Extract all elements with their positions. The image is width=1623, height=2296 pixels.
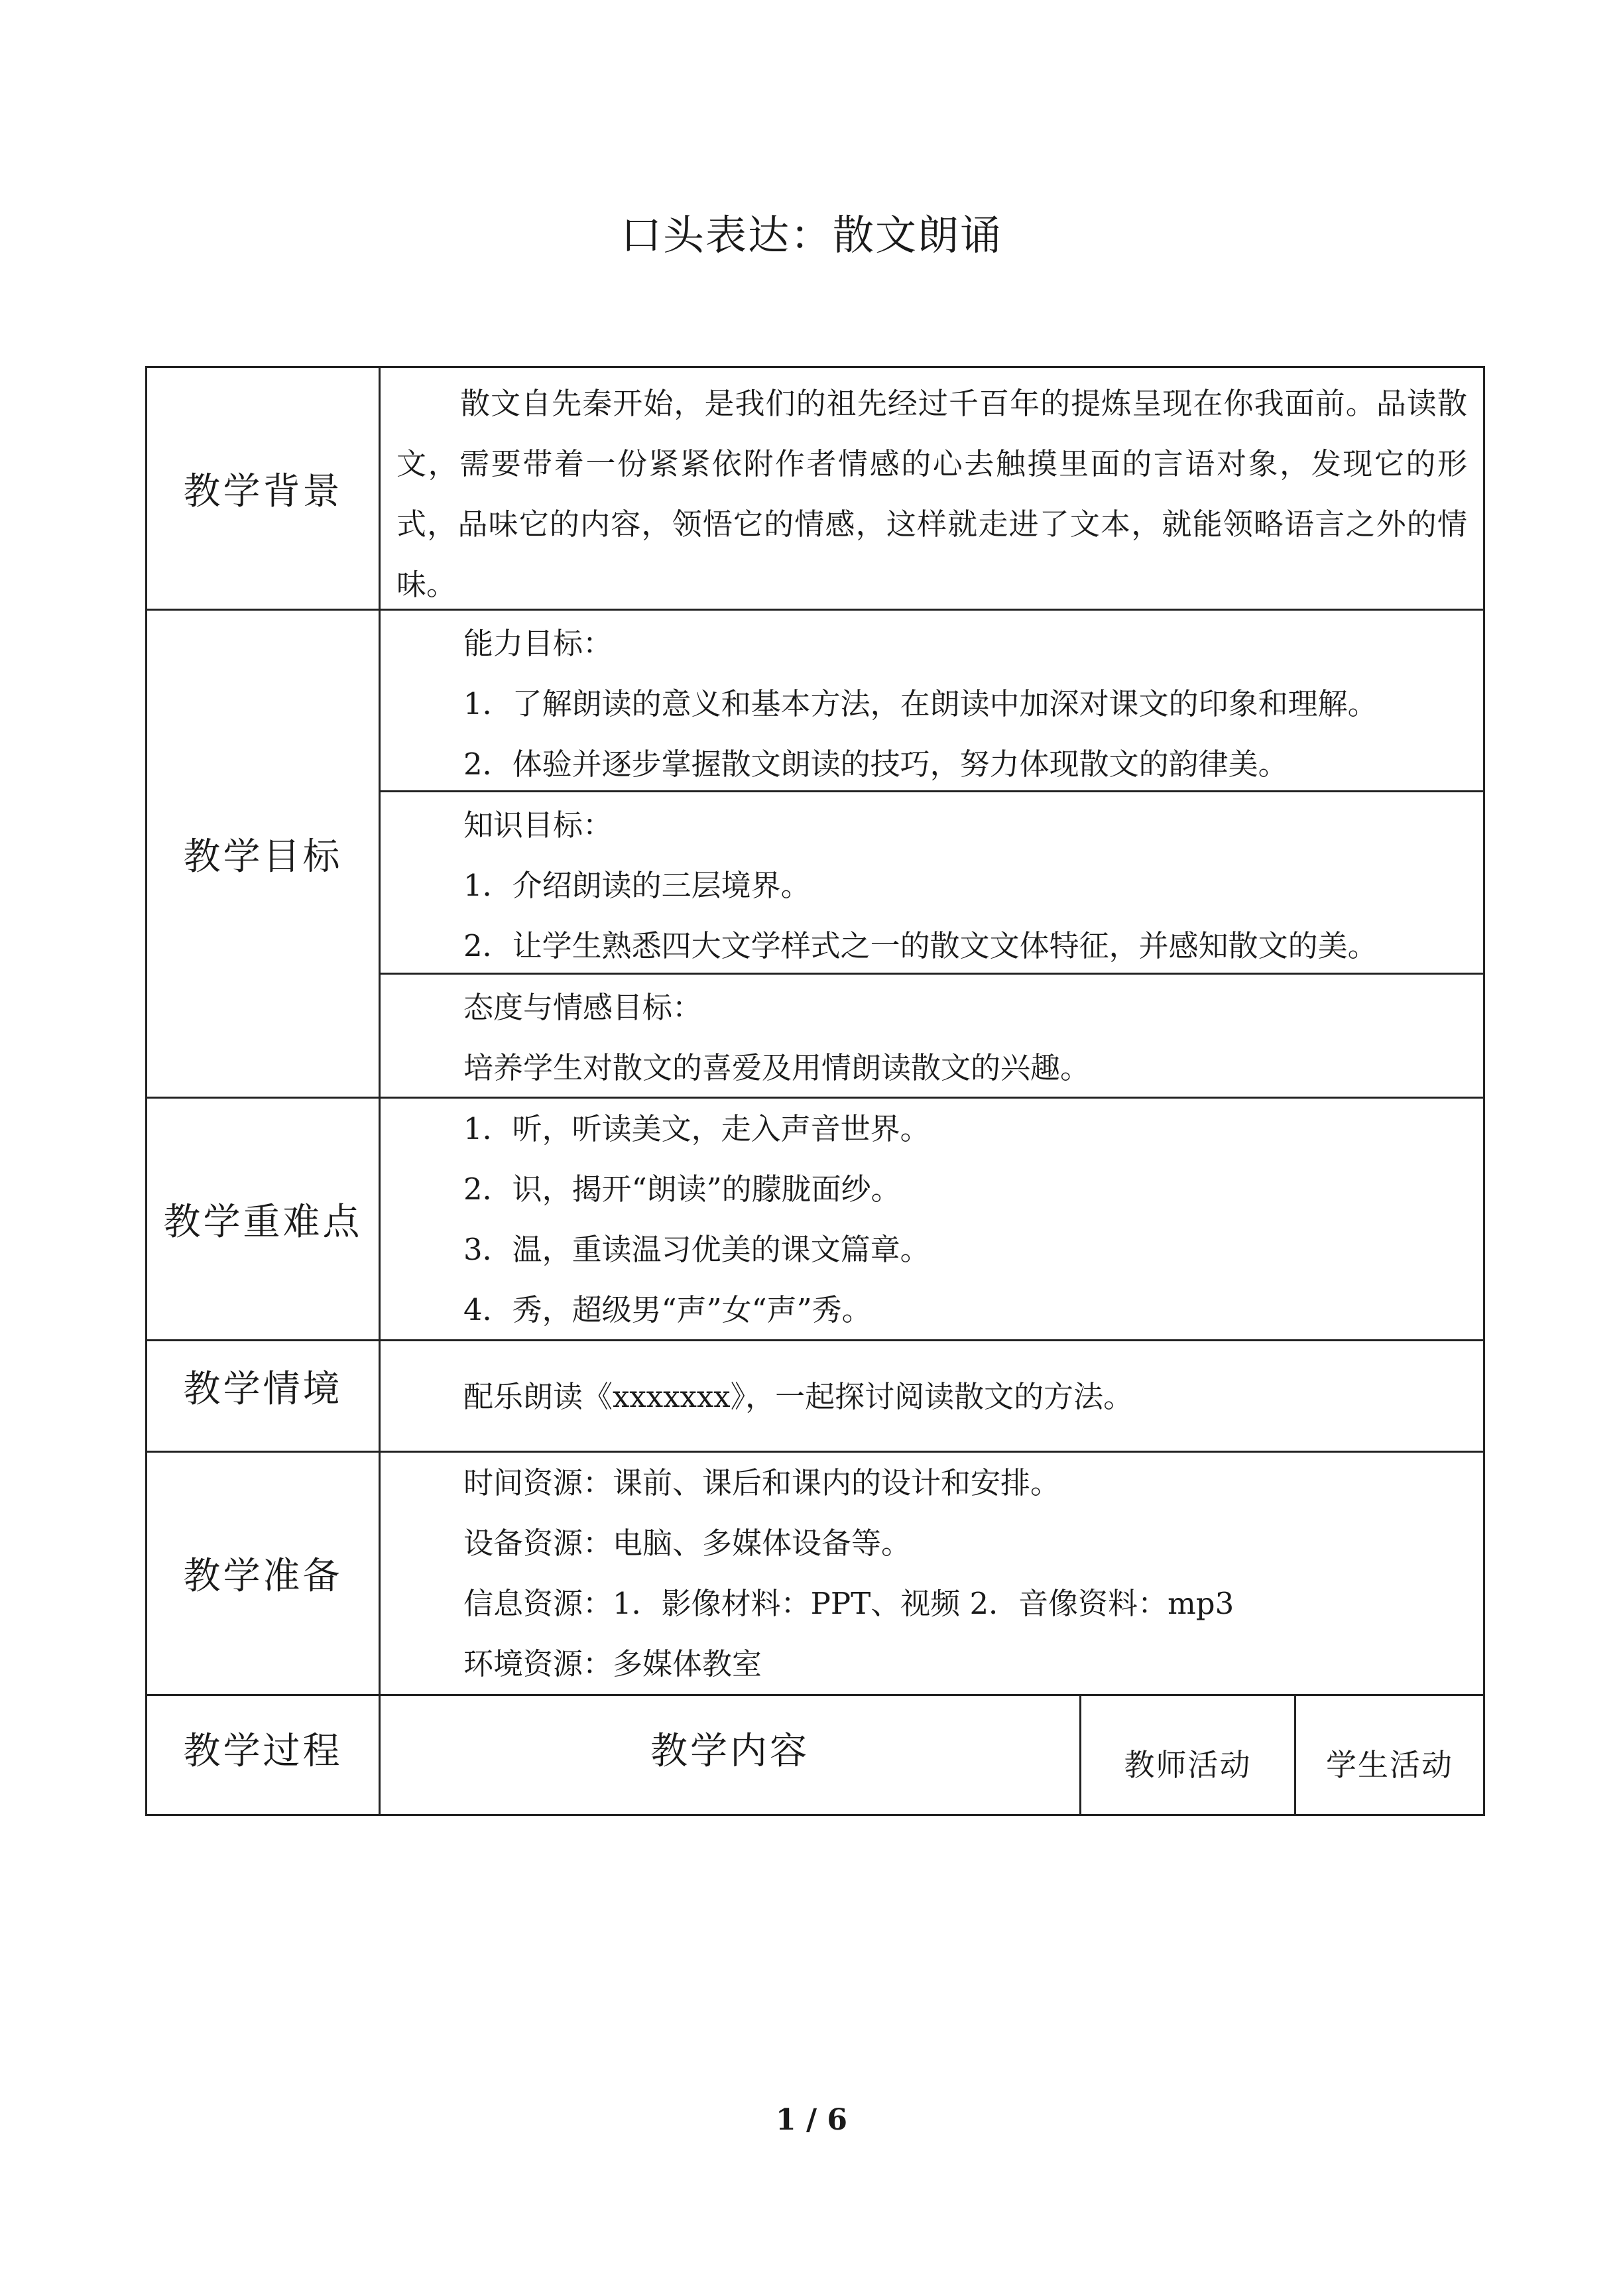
keypoint-item: 2．识，揭开“朗读”的朦胧面纱。 (463, 1172, 901, 1207)
page-title: 口头表达：散文朗诵 (620, 211, 1002, 259)
keypoint-item: 3．温，重读温习优美的课文篇章。 (463, 1232, 930, 1267)
ability-item: 2．体验并逐步掌握散文朗读的技巧，努力体现散文的韵律美。 (463, 747, 1288, 782)
page-number: 1 / 6 (776, 2103, 847, 2137)
preparation-item: 环境资源：多媒体教室 (463, 1646, 762, 1681)
keypoint-item: 1．听，听读美文，走入声音世界。 (463, 1111, 930, 1146)
preparation-item: 时间资源：课前、课后和课内的设计和安排。 (463, 1465, 1061, 1500)
cell-attitude-objectives (379, 973, 1485, 1097)
cell-ability-objectives (379, 609, 1485, 790)
preparation-item: 信息资源：1．影像材料：PPT、视频 2．音像资料：mp3 (463, 1586, 1234, 1621)
ability-heading: 能力目标： (463, 626, 613, 661)
knowledge-item: 1．介绍朗读的三层境界。 (463, 868, 811, 903)
label-situation: 教学情境 (145, 1339, 379, 1451)
situation-text: 配乐朗读《xxxxxxx》，一起探讨阅读散文的方法。 (463, 1379, 1134, 1414)
attitude-item: 培养学生对散文的喜爱及用情朗读散文的兴趣。 (463, 1050, 1091, 1085)
header-teaching-content: 教学内容 (379, 1694, 1079, 1816)
background-text: 散文自先秦开始，是我们的祖先经过千百年的提炼呈现在你我面前。品读散文，需要带着一份紧紧依附作者情感的心去触摸里面的言语对象，发现它的形式，品味它的内容，领悟它的情感，这样就走进了文本，就能领略语言之外的情味。 (396, 386, 1467, 602)
label-keypoints: 教学重难点 (145, 1097, 379, 1339)
cell-preparation (379, 1451, 1485, 1694)
cell-situation (379, 1339, 1485, 1451)
knowledge-item: 2．让学生熟悉四大文学样式之一的散文文体特征，并感知散文的美。 (463, 928, 1378, 963)
ability-item: 1．了解朗读的意义和基本方法，在朗读中加深对课文的印象和理解。 (463, 686, 1378, 721)
label-process: 教学过程 (145, 1694, 379, 1816)
preparation-item: 设备资源：电脑、多媒体设备等。 (463, 1526, 912, 1561)
header-student-activity: 学生活动 (1294, 1694, 1485, 1816)
label-preparation: 教学准备 (145, 1451, 379, 1694)
lesson-plan-table (145, 366, 1485, 1816)
header-teacher-activity: 教师活动 (1079, 1694, 1294, 1816)
keypoint-item: 4．秀，超级男“声”女“声”秀。 (463, 1292, 872, 1327)
knowledge-heading: 知识目标： (463, 808, 613, 843)
attitude-heading: 态度与情感目标： (463, 990, 703, 1025)
cell-keypoints (379, 1097, 1485, 1339)
cell-knowledge-objectives (379, 790, 1485, 973)
cell-background (379, 366, 1485, 609)
label-objectives: 教学目标 (145, 609, 379, 1097)
label-background: 教学背景 (145, 366, 379, 609)
